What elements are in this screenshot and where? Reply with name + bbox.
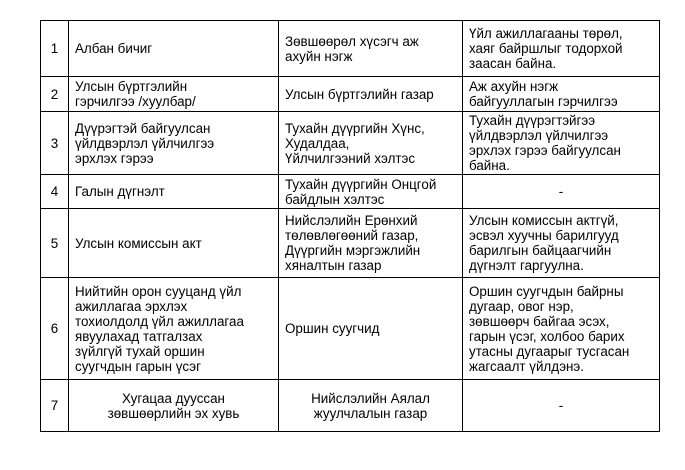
note-cell: Үйл ажиллагааны төрөл, хаяг байршлыг тодорхой заасан байна. [463,21,660,77]
table-row [41,175,660,209]
table-row [41,278,660,380]
document-cell: Улсын комиссын акт [69,209,279,278]
document-cell: Нийтийн орон сууцанд үйл ажиллагаа эрхлэх тохиолдолд үйл ажиллагаа явуулахад татгалзах зүйлгүй тухай оршин суугчдын гарын үсэг [69,278,279,380]
note-cell: - [463,175,660,209]
requirements-table [40,20,660,432]
table-row [41,77,660,112]
issuer-cell: Тухайн дүүргийн Хүнс, Худалдаа, Үйлчилгээний хэлтэс [279,112,463,175]
issuer-cell: Нийслэлийн Аялал жуулчлалын газар [279,380,463,432]
document-cell: Хугацаа дууссан зөвшөөрлийн эх хувь [69,380,279,432]
table-row [41,112,660,175]
row-number: 3 [41,112,69,175]
row-number: 2 [41,77,69,112]
row-number: 7 [41,380,69,432]
note-cell: Улсын комиссын актгүй, эсвэл хуучны барилгууд барилгын байцаагчийн дүгнэлт гаргуулна. [463,209,660,278]
row-number: 4 [41,175,69,209]
document-cell: Дүүрэгтэй байгуулсан үйлдвэрлэл үйлчилгээ эрхлэх гэрээ [69,112,279,175]
note-cell: - [463,380,660,432]
document-cell: Галын дүгнэлт [69,175,279,209]
table-row [41,380,660,432]
issuer-cell: Нийслэлийн Ерөнхий төлөвлөгөөний газар, Дүүргийн мэргэжлийн хяналтын газар [279,209,463,278]
row-number: 1 [41,21,69,77]
issuer-cell: Зөвшөөрөл хүсэгч аж ахуйн нэгж [279,21,463,77]
row-number: 6 [41,278,69,380]
note-cell: Тухайн дүүрэгтэйгээ үйлдвэрлэл үйлчилгээ эрхлэх гэрээ байгуулсан байна. [463,112,660,175]
row-number: 5 [41,209,69,278]
document-cell: Албан бичиг [69,21,279,77]
issuer-cell: Тухайн дүүргийн Онцгой байдлын хэлтэс [279,175,463,209]
document-cell: Улсын бүртгэлийн гэрчилгээ /хуулбар/ [69,77,279,112]
issuer-cell: Оршин суугчид [279,278,463,380]
note-cell: Аж ахуйн нэгж байгууллагын гэрчилгээ [463,77,660,112]
issuer-cell: Улсын бүртгэлийн газар [279,77,463,112]
table-row [41,209,660,278]
table-row [41,21,660,77]
note-cell: Оршин суугчдын байрны дугаар, овог нэр, зөвшөөрч байгаа эсэх, гарын үсэг, холбоо барих утасны дугаарыг тусгасан жагсаалт үйлдэнэ. [463,278,660,380]
